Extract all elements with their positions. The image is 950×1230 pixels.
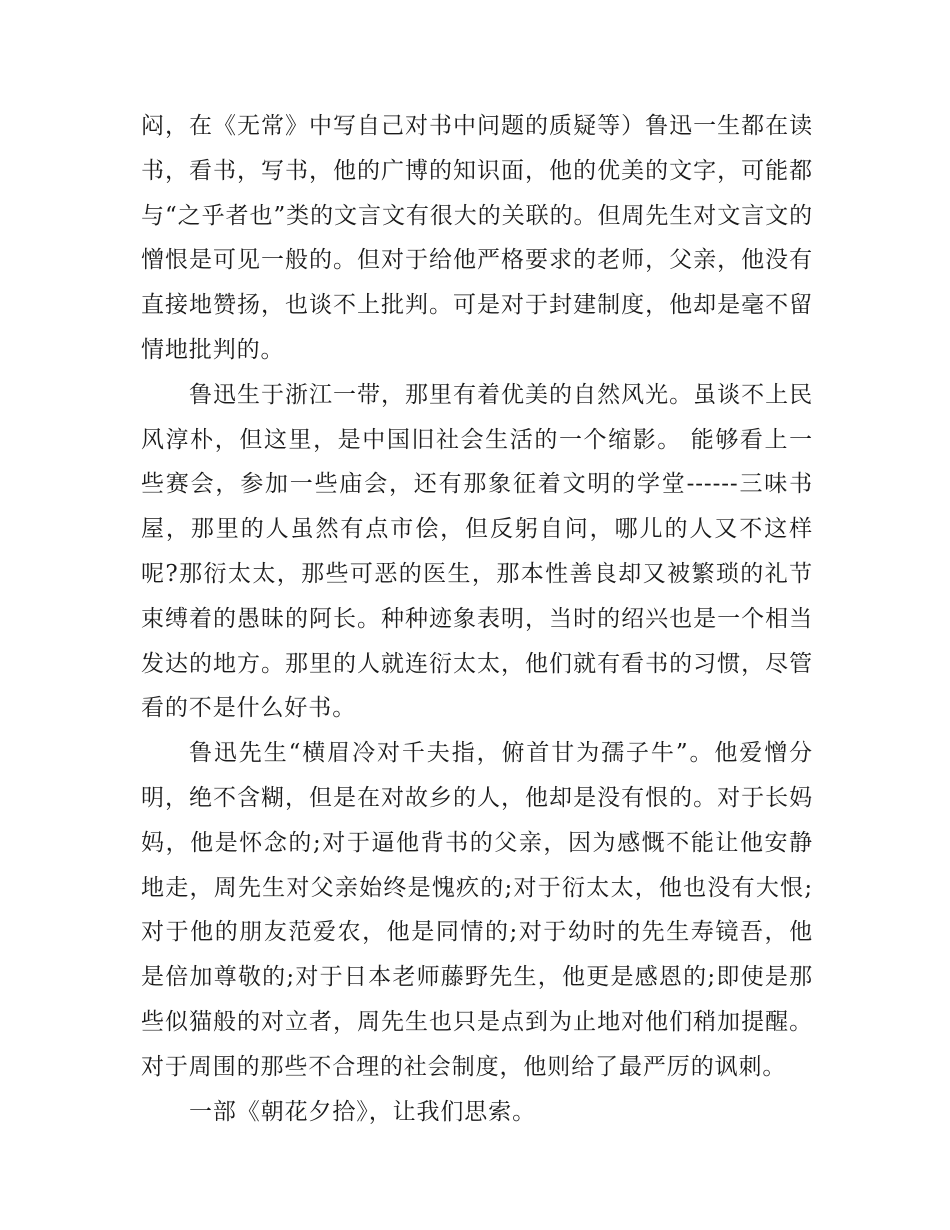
paragraph-closing: 一部《朝花夕拾》，让我们思索。 bbox=[189, 1098, 536, 1125]
paragraph-continued: 闷，在《无常》中写自己对书中问题的质疑等）鲁迅一生都在读书，看书，写书，他的广博的知识面，他的优美的文字，可能都与“之乎者也”类的文言文有很大的关联的。但周先生对文言文的憎恨是可见一般的。但对于给他严格要求的老师，父亲，他没有直接地赞扬，也谈不上批判。可是对于封建制度，他却是毫不留情地批判的。 bbox=[141, 113, 813, 363]
body-text bbox=[141, 104, 813, 1134]
paragraph-attitude: 鲁迅先生“横眉冷对千夫指，俯首甘为孺子牛”。他爱憎分明，绝不含糊，但是在对故乡的人，他却是没有恨的。对于长妈妈，他是怀念的;对于逼他背书的父亲，因为感慨不能让他安静地走，周先生对父亲始终是愧疚的;对于衍太太，他也没有大恨;对于他的朋友范爱农，他是同情的;对于幼时的先生寿镜吾，他是倍加尊敬的;对于日本老师藤野先生，他更是感恩的;即使是那些似猫般的对立者，周先生也只是点到为止地对他们稍加提醒。对于周围的那些不合理的社会制度，他则给了最严厉的讽刺。 bbox=[141, 740, 813, 1080]
paragraph-hometown: 鲁迅生于浙江一带，那里有着优美的自然风光。虽谈不上民风淳朴，但这里，是中国旧社会生活的一个缩影。 能够看上一些赛会，参加一些庙会，还有那象征着文明的学堂------三味书屋，那里的人虽然有点市侩，但反躬自问，哪儿的人又不这样呢?那衍太太，那些可恶的医生，那本性善良却又被繁琐的礼节束缚着的愚昧的阿长。种种迹象表明，当时的绍兴也是一个相当发达的地方。那里的人就连衍太太，他们就有看书的习惯，尽管看的不是什么好书。 bbox=[141, 381, 813, 722]
